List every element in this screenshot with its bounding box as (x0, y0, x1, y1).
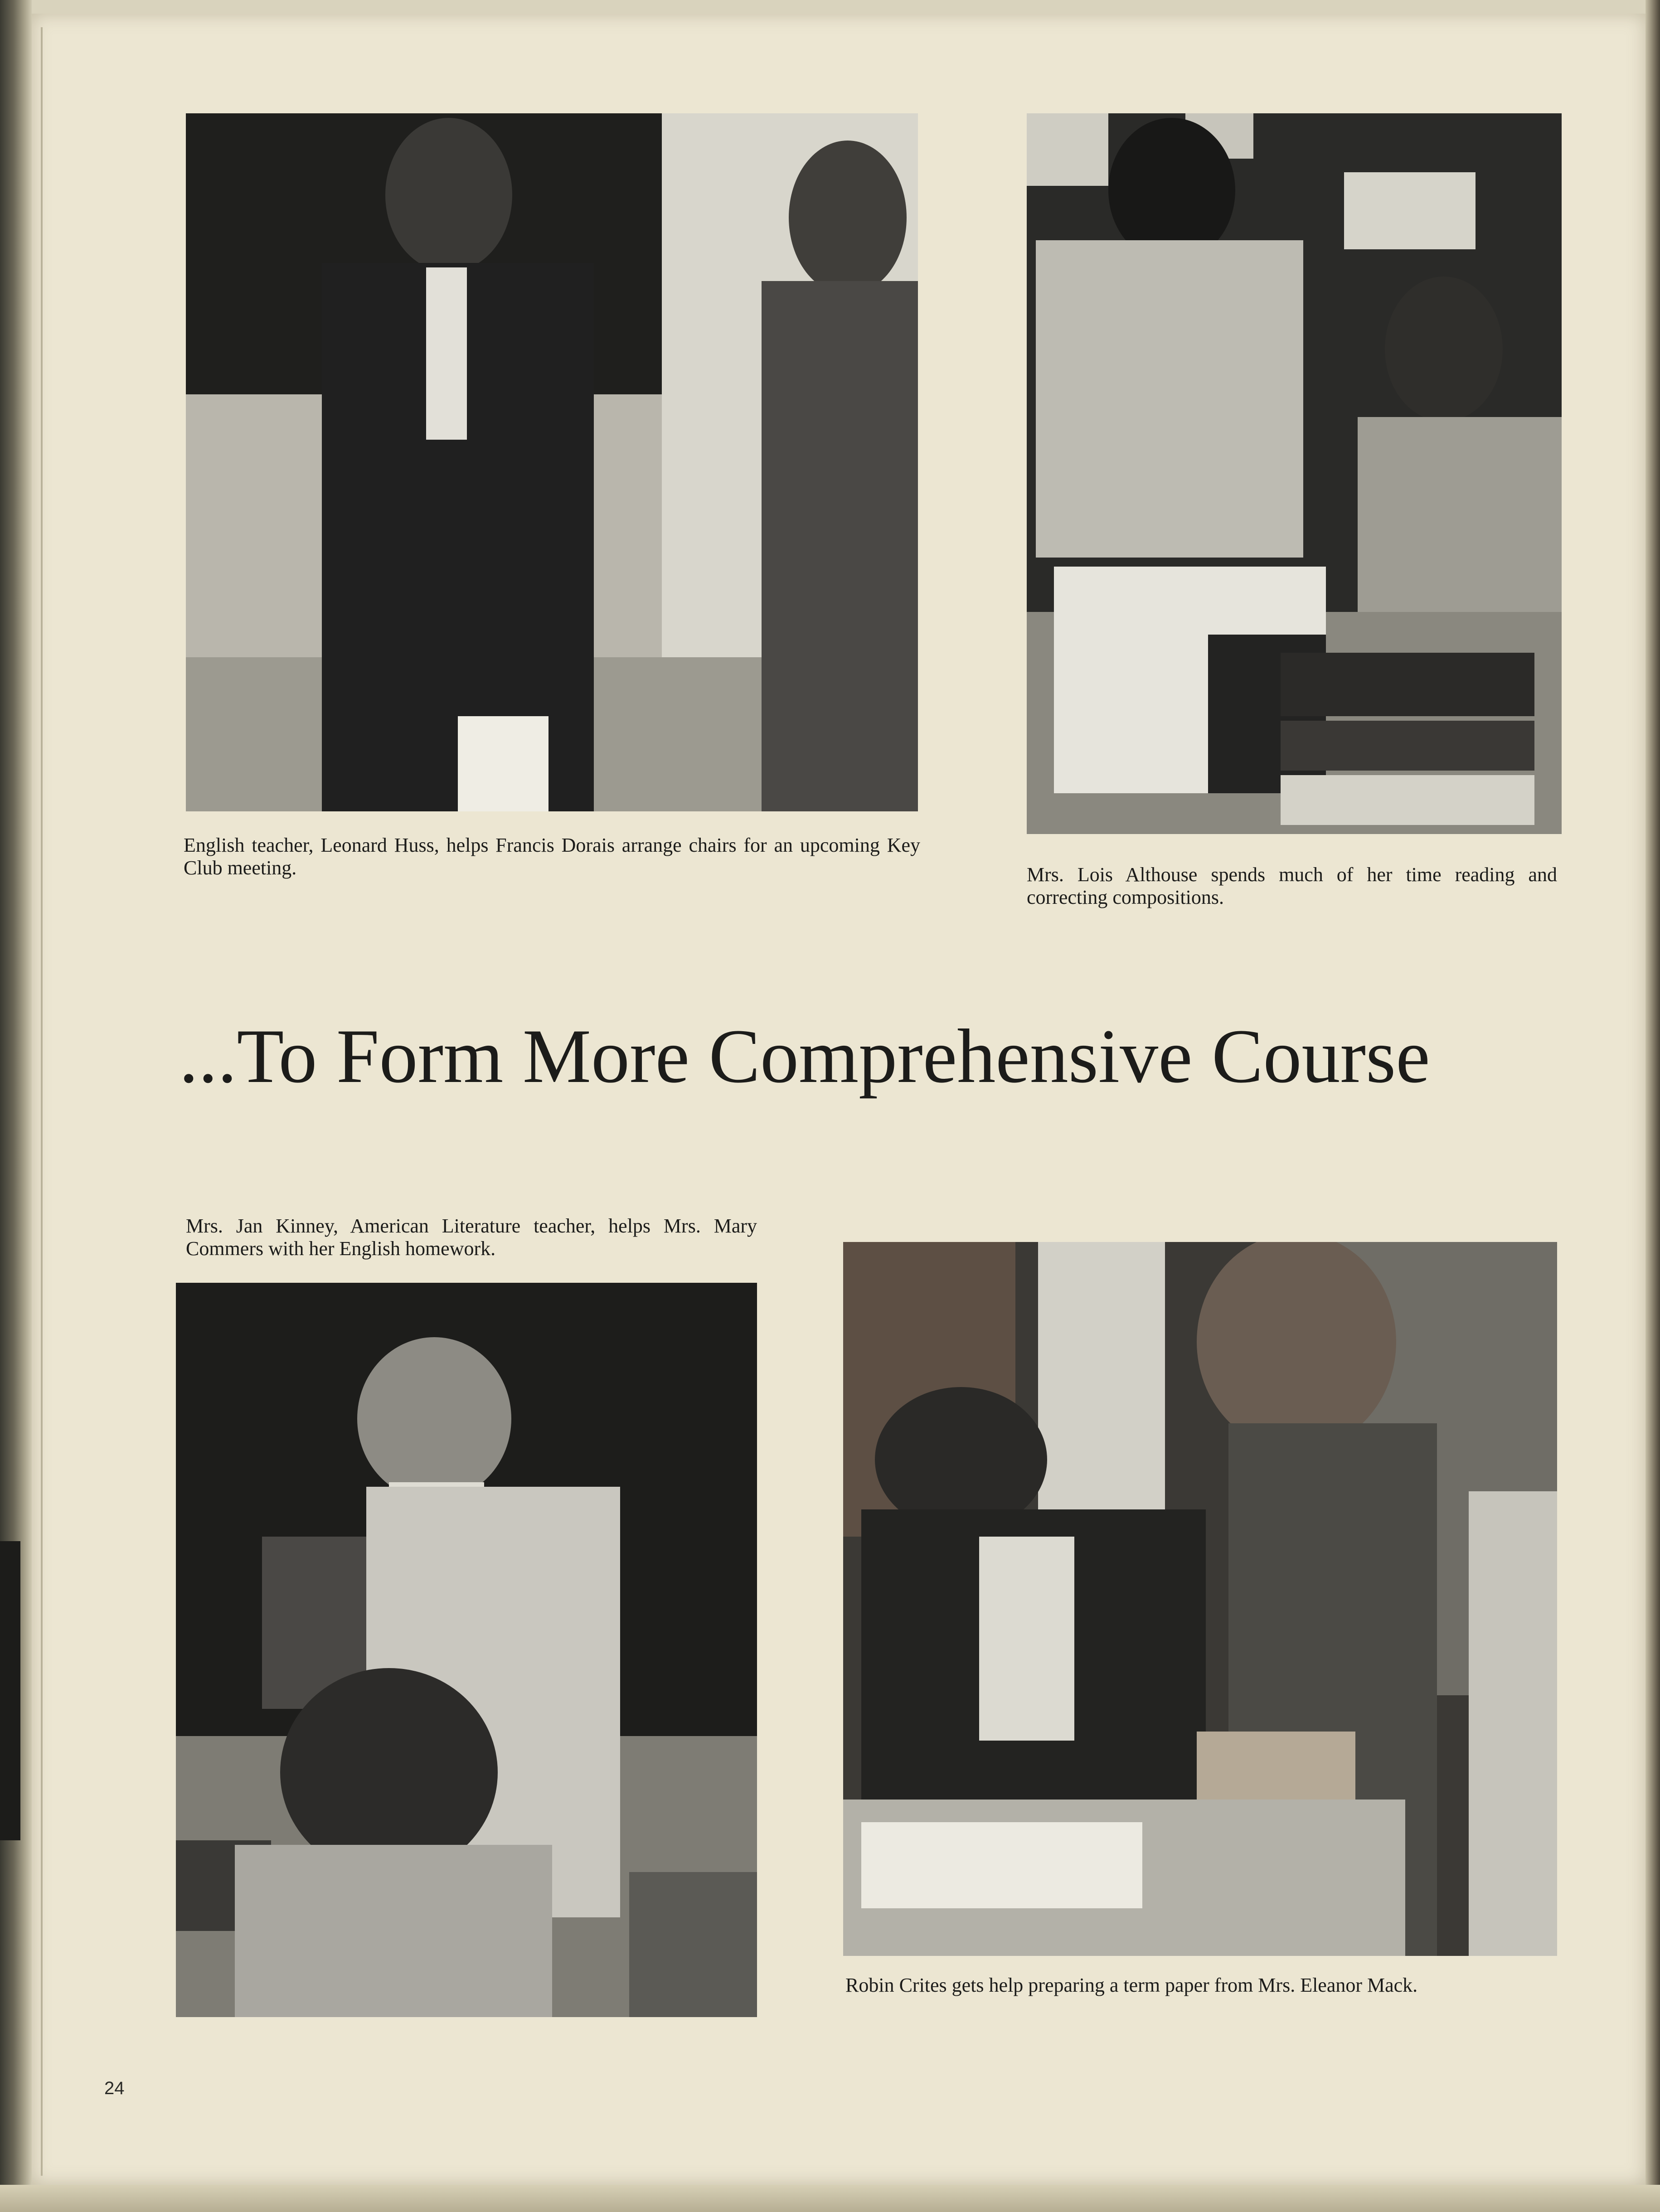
page-edge-bottom (0, 2185, 1660, 2212)
photo-bottom-left (176, 1283, 757, 2017)
photo-top-right (1027, 113, 1562, 834)
page-gutter-line (41, 27, 43, 2176)
photo-top-left (186, 113, 918, 811)
caption-top-left: English teacher, Leonard Huss, helps Francis Dorais arrange chairs for an upcoming Key Club meeting. (184, 834, 920, 879)
book-binding (0, 0, 32, 2212)
caption-bottom-right: Robin Crites gets help preparing a term paper from Mrs. Eleanor Mack. (845, 1974, 1418, 1996)
caption-top-right: Mrs. Lois Althouse spends much of her time reading and correcting compositions. (1027, 863, 1557, 908)
section-headline: ...To Form More Comprehensive Course (179, 1014, 1430, 1099)
photo-bottom-right (843, 1242, 1557, 1956)
page-number: 24 (104, 2078, 125, 2098)
caption-bottom-left: Mrs. Jan Kinney, American Literature teacher, helps Mrs. Mary Commers with her English homework. (186, 1215, 757, 1260)
page-edge-right (1645, 0, 1660, 2212)
binding-strip (0, 1541, 20, 1840)
